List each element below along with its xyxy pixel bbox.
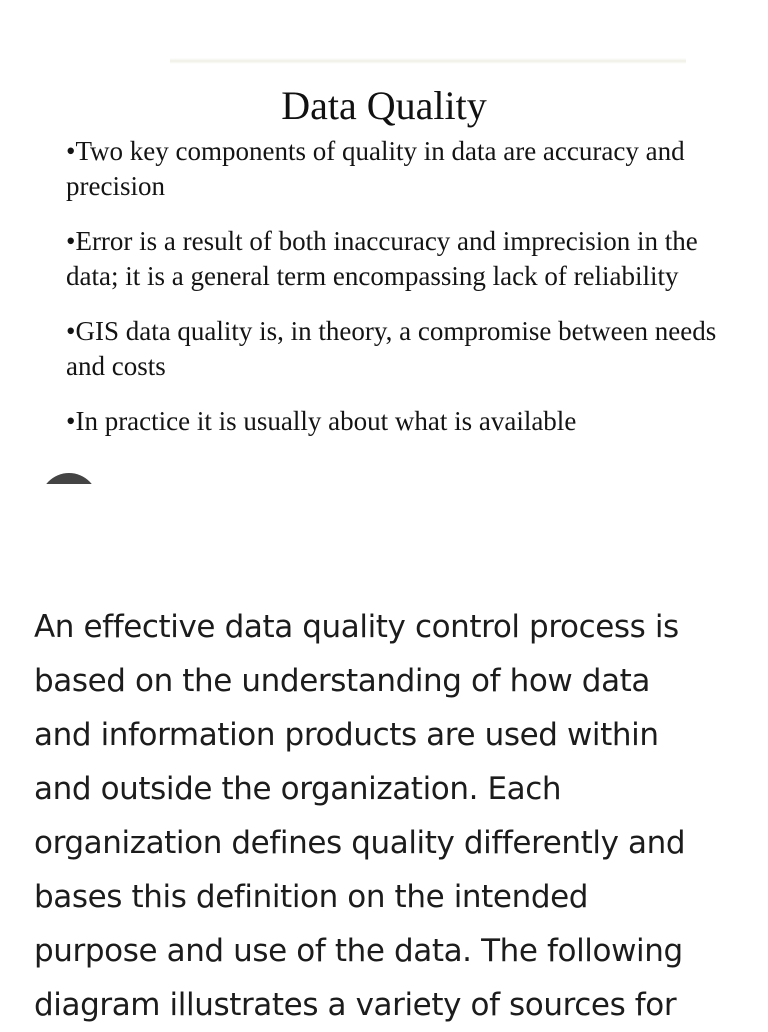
slide-bullet: •Error is a result of both inaccuracy and imprecision in the data; it is a general term encompassing lack of reliability [66, 226, 698, 291]
article-line: bases this definition on the intended [34, 879, 589, 915]
article-line: diagram illustrates a variety of sources for [34, 987, 677, 1023]
slide-bullet: •GIS data quality is, in theory, a compromise between needs and costs [66, 316, 717, 381]
slide-bullet: •In practice it is usually about what is available [66, 406, 577, 436]
article-line: based on the understanding of how data [34, 663, 651, 699]
article-line: organization defines quality differently and [34, 825, 686, 861]
slide-title: Data Quality [281, 83, 487, 128]
slide-image [0, 0, 768, 490]
article-line: and outside the organization. Each [34, 771, 562, 807]
slide-bullet-list [66, 134, 732, 459]
slide-top-border [170, 58, 686, 64]
article-line: An effective data quality control process is [34, 609, 679, 645]
slide-crop-edge [0, 484, 768, 504]
article-paragraph [34, 600, 734, 1032]
article-line: purpose and use of the data. The following [34, 933, 683, 969]
article-line: and information products are used within [34, 717, 659, 753]
slide-bullet: •Two key components of quality in data are accuracy and precision [66, 136, 685, 201]
